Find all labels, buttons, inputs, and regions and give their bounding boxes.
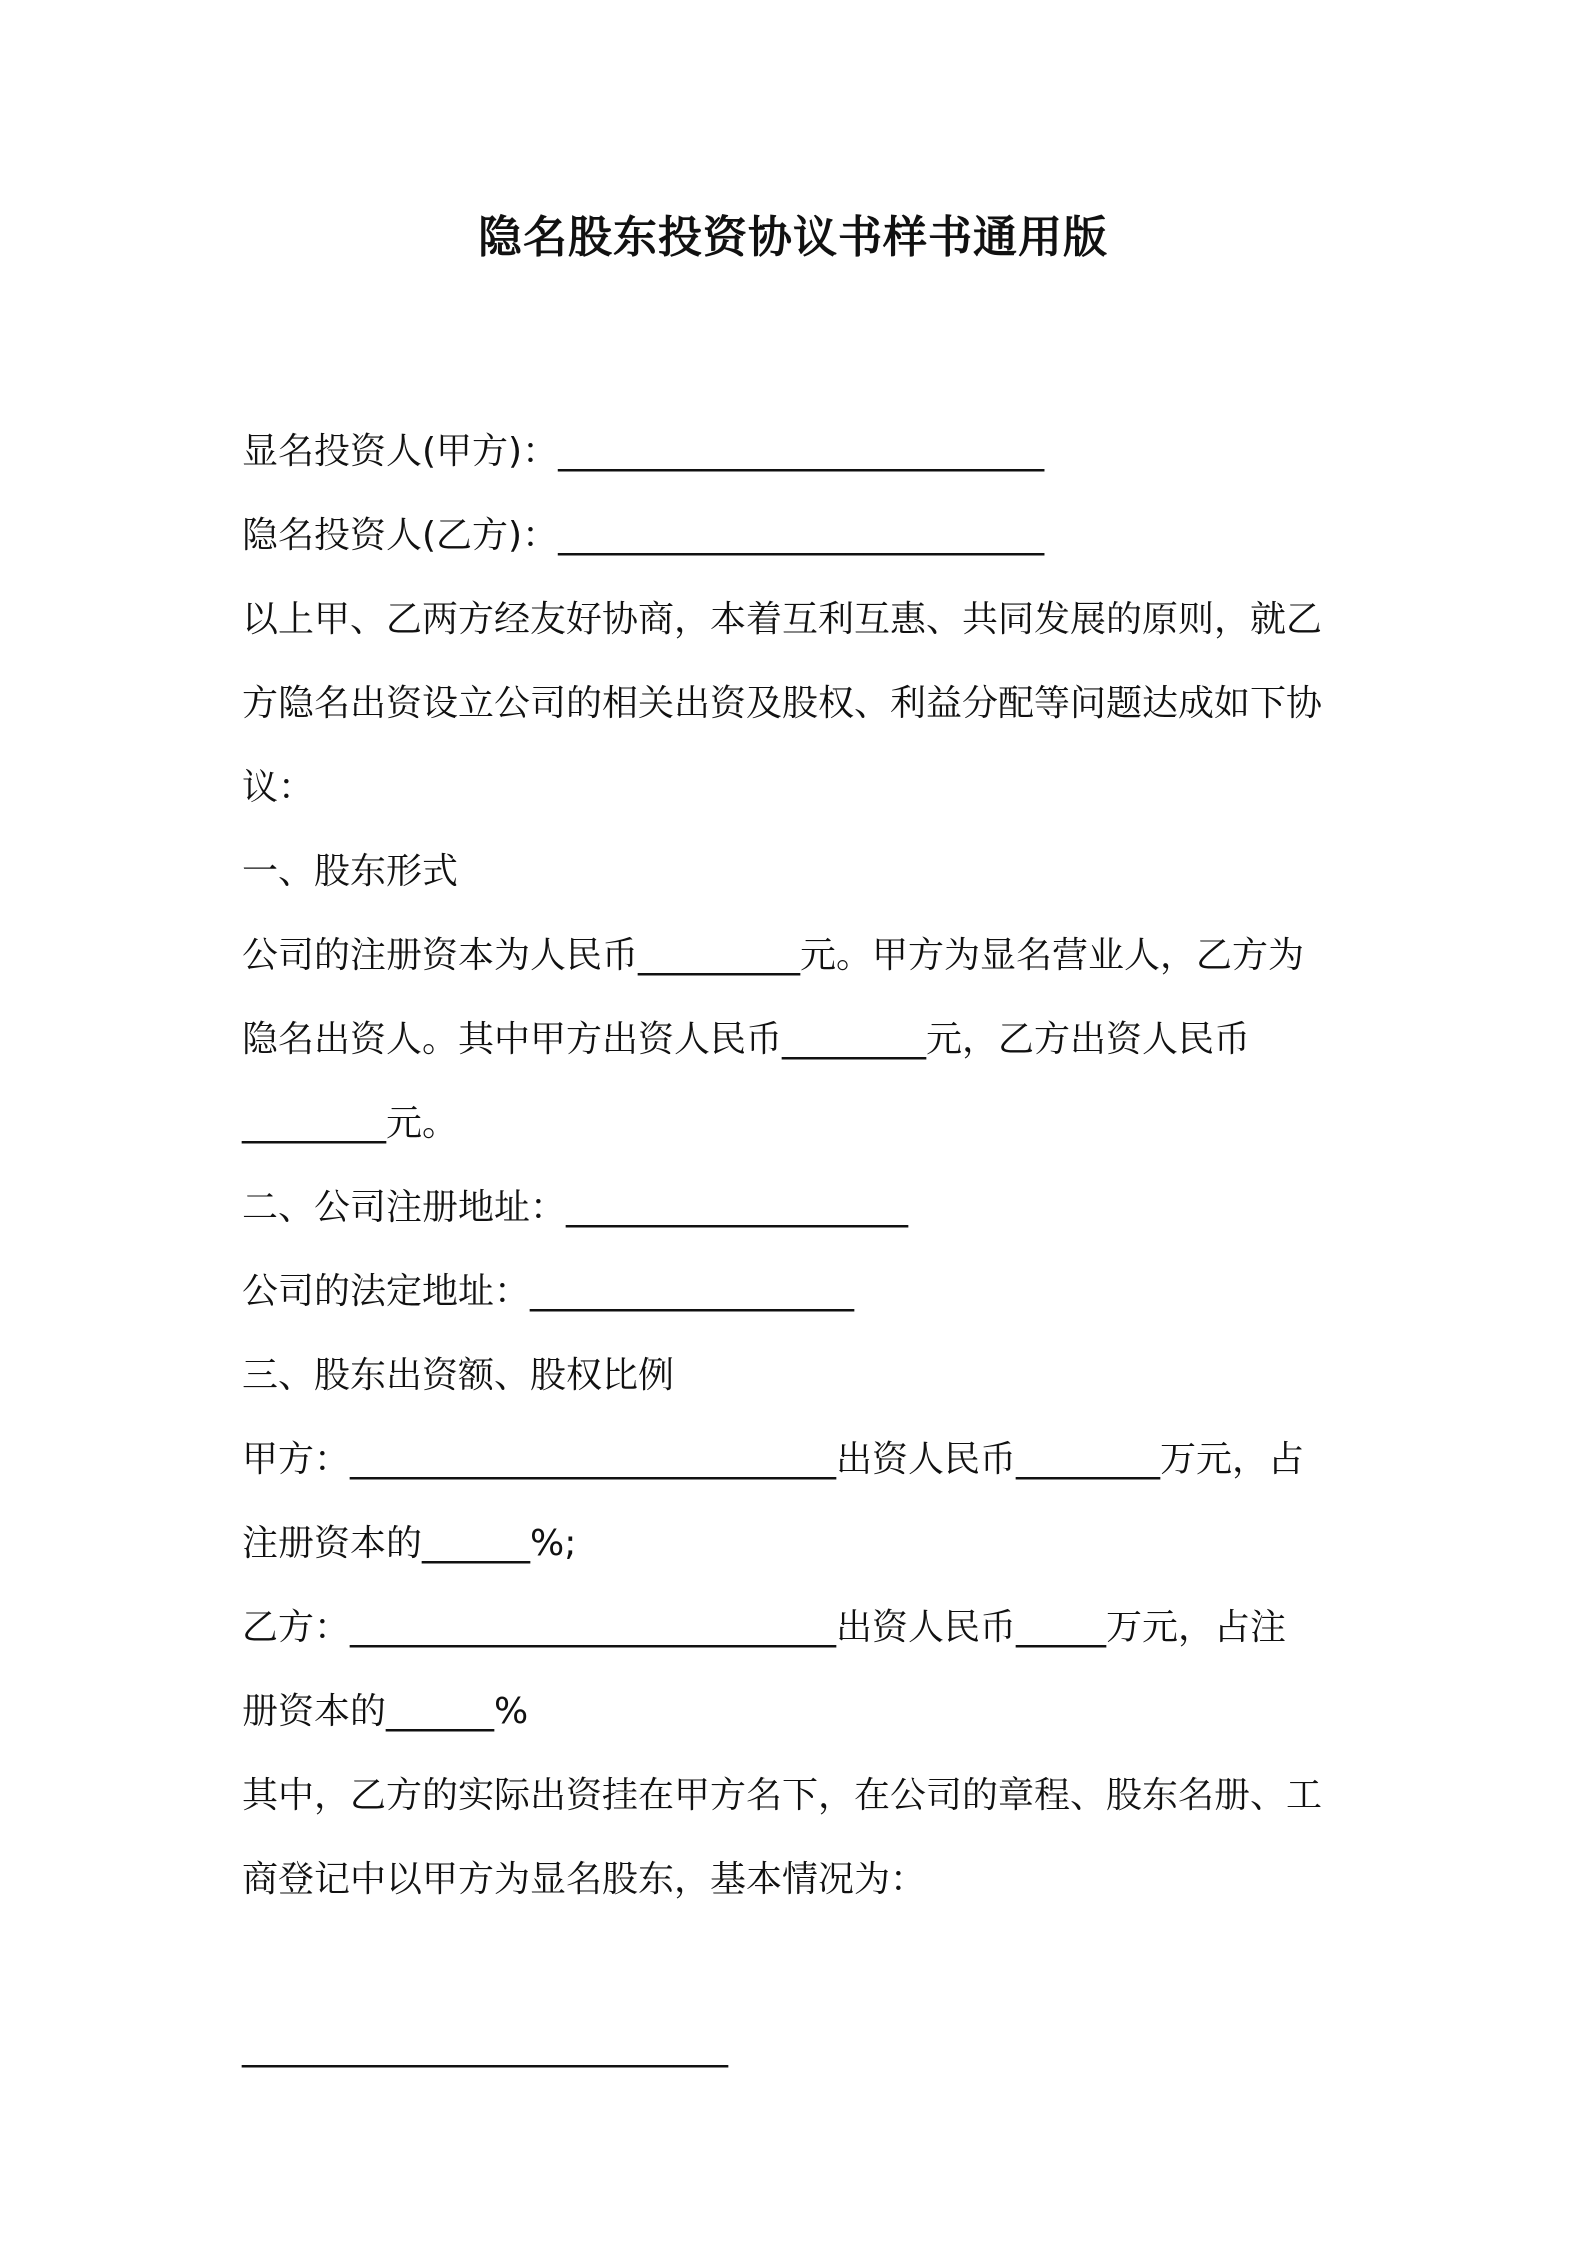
- text-line: 乙方：___________________________出资人民币_____万元，占注: [242, 1607, 1287, 1648]
- text-line: 隐名出资人。其中甲方出资人民币________元，乙方出资人民币: [242, 1019, 1251, 1060]
- text-line: 册资本的______%: [242, 1691, 529, 1732]
- text-line: 公司的法定地址：__________________: [242, 1271, 855, 1312]
- section-heading: 一、股东形式: [242, 851, 459, 892]
- section-heading: 二、公司注册地址：___________________: [242, 1187, 909, 1228]
- text-line: 注册资本的______%;: [242, 1523, 577, 1564]
- text-line: 显名投资人(甲方)：___________________________: [242, 431, 1045, 472]
- text-line: 以上甲、乙两方经友好协商，本着互利互惠、共同发展的原则，就乙: [242, 599, 1323, 640]
- text-line: 隐名投资人(乙方)：___________________________: [242, 515, 1045, 556]
- signature-blank-line: ___________________________: [242, 2027, 728, 2068]
- section-heading: 三、股东出资额、股权比例: [242, 1355, 675, 1396]
- text-line: 公司的注册资本为人民币_________元。甲方为显名营业人，乙方为: [242, 935, 1305, 976]
- text-line: 议：: [242, 767, 315, 808]
- document-title: 隐名股东投资协议书样书通用版: [478, 212, 1108, 263]
- text-line: 甲方：___________________________出资人民币________万元，占: [242, 1439, 1305, 1480]
- text-line: 其中，乙方的实际出资挂在甲方名下，在公司的章程、股东名册、工: [242, 1775, 1323, 1816]
- text-line: 方隐名出资设立公司的相关出资及股权、利益分配等问题达成如下协: [242, 683, 1323, 724]
- text-line: ________元。: [242, 1103, 459, 1144]
- document-body: [242, 410, 1362, 2090]
- blank-line: [242, 1922, 1362, 2006]
- text-line: 商登记中以甲方为显名股东，基本情况为：: [242, 1859, 927, 1900]
